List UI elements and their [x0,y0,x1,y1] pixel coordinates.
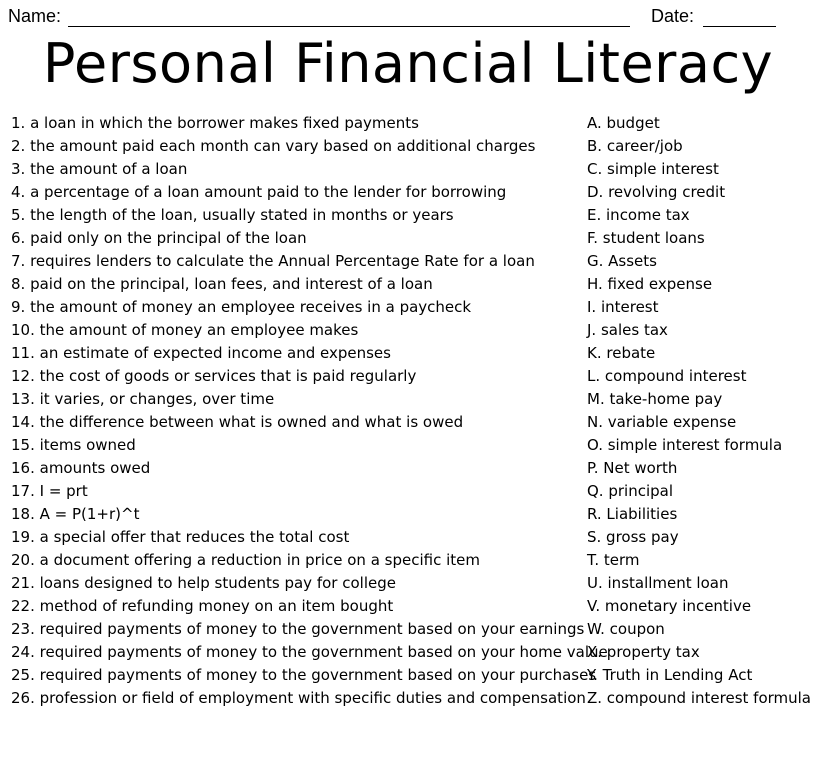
answer-item: Z. compound interest formula [587,689,812,707]
answer-item: C. simple interest [587,160,719,178]
answer-item: T. term [587,551,640,569]
clue-item: 20. a document offering a reduction in price on a specific item [11,551,480,569]
worksheet-header [8,4,808,28]
clue-item: 24. required payments of money to the government based on your home value [11,643,608,661]
answer-item: V. monetary incentive [587,597,752,615]
answer-item: J. sales tax [587,321,668,339]
clue-item: 16. amounts owed [11,459,151,477]
answer-item: U. installment loan [587,574,729,592]
clue-item: 18. A = P(1+r)^t [11,505,140,523]
name-blank-line [68,26,630,27]
answer-item: P. Net worth [587,459,678,477]
answer-item: N. variable expense [587,413,737,431]
answer-item: I. interest [587,298,659,316]
answer-item: D. revolving credit [587,183,726,201]
clue-item: 3. the amount of a loan [11,160,188,178]
clue-item: 9. the amount of money an employee receives in a paycheck [11,298,472,316]
answer-item: S. gross pay [587,528,679,546]
answer-item: B. career/job [587,137,683,155]
answer-item: L. compound interest [587,367,747,385]
answer-list [587,112,811,710]
date-label: Date: [651,6,695,26]
clue-item: 12. the cost of goods or services that is paid regularly [11,367,417,385]
clue-item: 11. an estimate of expected income and expenses [11,344,391,362]
answer-item: X. property tax [587,643,700,661]
clue-item: 8. paid on the principal, loan fees, and interest of a loan [11,275,433,293]
clue-item: 10. the amount of money an employee makes [11,321,359,339]
clue-item: 26. profession or field of employment with specific duties and compensation [11,689,586,707]
page-title: Personal Financial Literacy [42,32,774,95]
answer-item: K. rebate [587,344,656,362]
clue-item: 4. a percentage of a loan amount paid to the lender for borrowing [11,183,507,201]
answer-item: W. coupon [587,620,665,638]
clue-item: 25. required payments of money to the government based on your purchases [11,666,597,684]
answer-item: H. fixed expense [587,275,713,293]
answer-item: E. income tax [587,206,690,224]
clue-item: 13. it varies, or changes, over time [11,390,275,408]
answer-item: F. student loans [587,229,705,247]
clue-item: 17. I = prt [11,482,88,500]
answer-item: Q. principal [587,482,674,500]
answer-item: O. simple interest formula [587,436,783,454]
clue-item: 5. the length of the loan, usually stated in months or years [11,206,454,224]
clue-item: 6. paid only on the principal of the loan [11,229,307,247]
answer-item: R. Liabilities [587,505,678,523]
clue-item: 2. the amount paid each month can vary based on additional charges [11,137,536,155]
name-label: Name: [8,6,62,26]
clue-item: 22. method of refunding money on an item bought [11,597,394,615]
clue-item: 14. the difference between what is owned and what is owed [11,413,464,431]
answer-item: G. Assets [587,252,657,270]
clue-item: 15. items owned [11,436,136,454]
date-blank-line [703,26,776,27]
clue-item: 1. a loan in which the borrower makes fixed payments [11,114,419,132]
clue-item: 21. loans designed to help students pay for college [11,574,396,592]
clue-item: 23. required payments of money to the government based on your earnings [11,620,585,638]
answer-item: Y. Truth in Lending Act [587,666,753,684]
clue-item: 7. requires lenders to calculate the Annual Percentage Rate for a loan [11,252,535,270]
clue-list [11,112,608,710]
answer-item: A. budget [587,114,660,132]
answer-item: M. take-home pay [587,390,723,408]
clue-item: 19. a special offer that reduces the total cost [11,528,350,546]
